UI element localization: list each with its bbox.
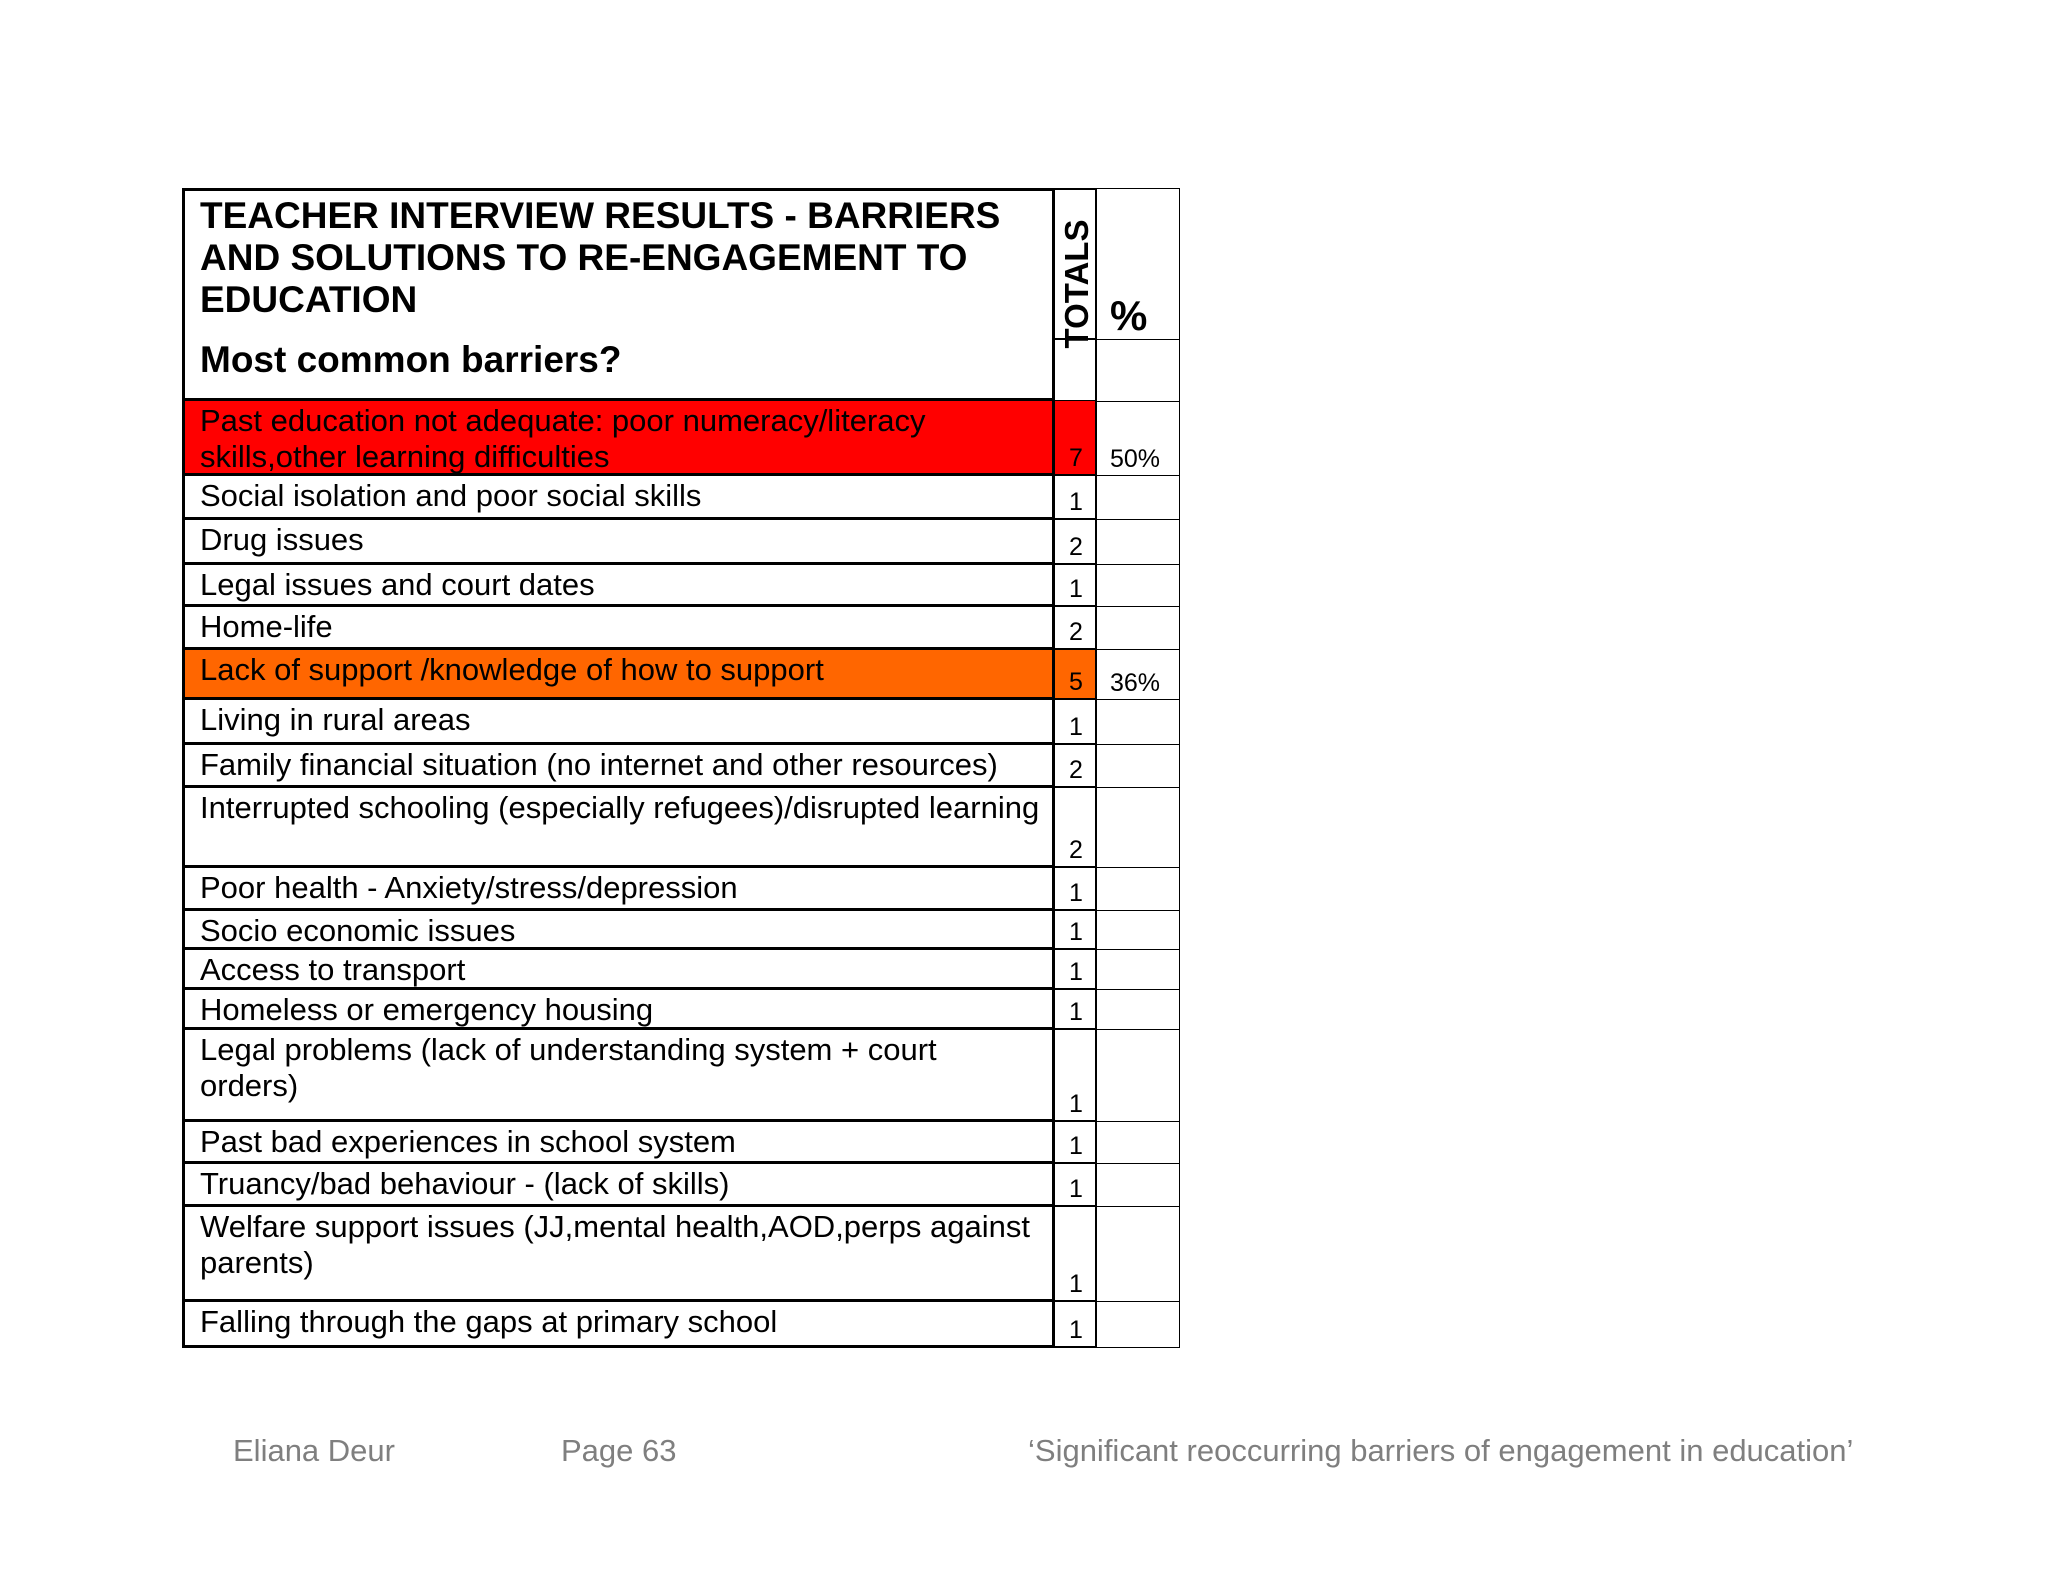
total-cell	[1055, 788, 1097, 868]
percent-cell	[1096, 868, 1180, 911]
total-cell	[1055, 911, 1097, 950]
table-row	[0, 868, 1180, 911]
total-value: 1	[1069, 488, 1083, 516]
table-row	[0, 1122, 1180, 1164]
total-cell	[1055, 745, 1097, 788]
total-value: 7	[1069, 444, 1083, 472]
total-cell	[1055, 950, 1097, 990]
total-value: 1	[1069, 1316, 1083, 1344]
header-percent: %	[1110, 292, 1148, 339]
barrier-label: Welfare support issues (JJ,mental health,AOD,perps against parents)	[182, 1207, 1055, 1302]
percent-cell	[1096, 401, 1180, 476]
total-cell	[1055, 868, 1097, 911]
barrier-label: Past education not adequate: poor numeracy/literacy skills,other learning difficulties	[182, 401, 1055, 476]
table-row	[0, 401, 1180, 476]
total-cell	[1055, 1207, 1097, 1302]
table-row	[0, 1302, 1180, 1348]
table-row	[0, 788, 1180, 868]
total-cell	[1055, 990, 1097, 1030]
table-row	[0, 911, 1180, 950]
table-row	[0, 520, 1180, 565]
total-cell	[1055, 476, 1097, 520]
total-value: 1	[1069, 1090, 1083, 1118]
barrier-label: Past bad experiences in school system	[182, 1122, 1055, 1164]
table-title-cell	[182, 188, 1055, 401]
percent-cell	[1096, 520, 1180, 565]
total-value: 1	[1069, 1175, 1083, 1203]
barrier-label: Family financial situation (no internet and other resources)	[182, 745, 1055, 788]
total-value: 1	[1069, 958, 1083, 986]
total-value: 5	[1069, 668, 1083, 696]
table-row	[0, 700, 1180, 745]
footer-author: Eliana Deur	[233, 1433, 395, 1468]
total-value: 1	[1069, 1132, 1083, 1160]
footer-page-number: Page 63	[561, 1433, 677, 1468]
total-value: 1	[1069, 918, 1083, 946]
total-value: 1	[1069, 879, 1083, 907]
percent-cell	[1096, 1302, 1180, 1348]
percent-cell	[1096, 650, 1180, 700]
percent-cell	[1096, 700, 1180, 745]
total-value: 2	[1069, 756, 1083, 784]
percent-cell	[1096, 607, 1180, 650]
barrier-label: Legal problems (lack of understanding system + court orders)	[182, 1030, 1055, 1122]
barrier-label: Falling through the gaps at primary school	[182, 1302, 1055, 1348]
total-value: 2	[1069, 533, 1083, 561]
total-value: 2	[1069, 618, 1083, 646]
table-row	[0, 745, 1180, 788]
total-cell	[1055, 1030, 1097, 1122]
percent-cell	[1096, 950, 1180, 990]
table-row	[0, 607, 1180, 650]
table-row	[0, 1030, 1180, 1122]
table-row	[0, 476, 1180, 520]
barrier-label: Legal issues and court dates	[182, 565, 1055, 607]
total-value: 2	[1069, 836, 1083, 864]
table-row	[0, 1207, 1180, 1302]
footer-document-title: ‘Significant reoccurring barriers of engagement in education’	[1028, 1433, 1854, 1468]
barrier-label: Social isolation and poor social skills	[182, 476, 1055, 520]
percent-cell	[1096, 565, 1180, 607]
percent-value: 50%	[1110, 445, 1161, 473]
header-totals: TOTALS	[1058, 219, 1095, 349]
total-cell	[1055, 1302, 1097, 1348]
total-value: 1	[1069, 713, 1083, 741]
barrier-label: Home-life	[182, 607, 1055, 650]
total-value: 1	[1069, 998, 1083, 1026]
percent-cell	[1096, 1164, 1180, 1207]
table-row	[0, 1164, 1180, 1207]
percent-cell	[1096, 476, 1180, 520]
table-title: TEACHER INTERVIEW RESULTS - BARRIERS AND SOLUTIONS TO RE-ENGAGEMENT TO EDUCATION	[200, 195, 1001, 320]
barrier-label: Lack of support /knowledge of how to support	[182, 650, 1055, 700]
header-blank-totals-cell	[1055, 339, 1097, 402]
percent-cell	[1096, 990, 1180, 1030]
table-subtitle: Most common barriers?	[200, 339, 622, 380]
barrier-label: Truancy/bad behaviour - (lack of skills)	[182, 1164, 1055, 1207]
barrier-label: Homeless or emergency housing	[182, 990, 1055, 1030]
table-row	[0, 950, 1180, 990]
total-cell	[1055, 650, 1097, 700]
total-value: 1	[1069, 1270, 1083, 1298]
barrier-label: Living in rural areas	[182, 700, 1055, 745]
barrier-label: Poor health - Anxiety/stress/depression	[182, 868, 1055, 911]
header-blank-percent-cell	[1096, 339, 1180, 402]
table-row	[0, 990, 1180, 1030]
total-cell	[1055, 700, 1097, 745]
total-cell	[1055, 1164, 1097, 1207]
barrier-label: Drug issues	[182, 520, 1055, 565]
barrier-label: Socio economic issues	[182, 911, 1055, 950]
total-cell	[1055, 607, 1097, 650]
total-cell	[1055, 1122, 1097, 1164]
total-cell	[1055, 565, 1097, 607]
total-cell	[1055, 401, 1097, 476]
table-row	[0, 565, 1180, 607]
percent-cell	[1096, 745, 1180, 788]
percent-cell	[1096, 1030, 1180, 1122]
total-value: 1	[1069, 575, 1083, 603]
percent-cell	[1096, 1122, 1180, 1164]
percent-cell	[1096, 1207, 1180, 1302]
barrier-label: Interrupted schooling (especially refugees)/disrupted learning	[182, 788, 1055, 868]
percent-cell	[1096, 788, 1180, 868]
percent-cell	[1096, 911, 1180, 950]
barrier-label: Access to transport	[182, 950, 1055, 990]
table-row	[0, 650, 1180, 700]
percent-value: 36%	[1110, 669, 1161, 697]
total-cell	[1055, 520, 1097, 565]
